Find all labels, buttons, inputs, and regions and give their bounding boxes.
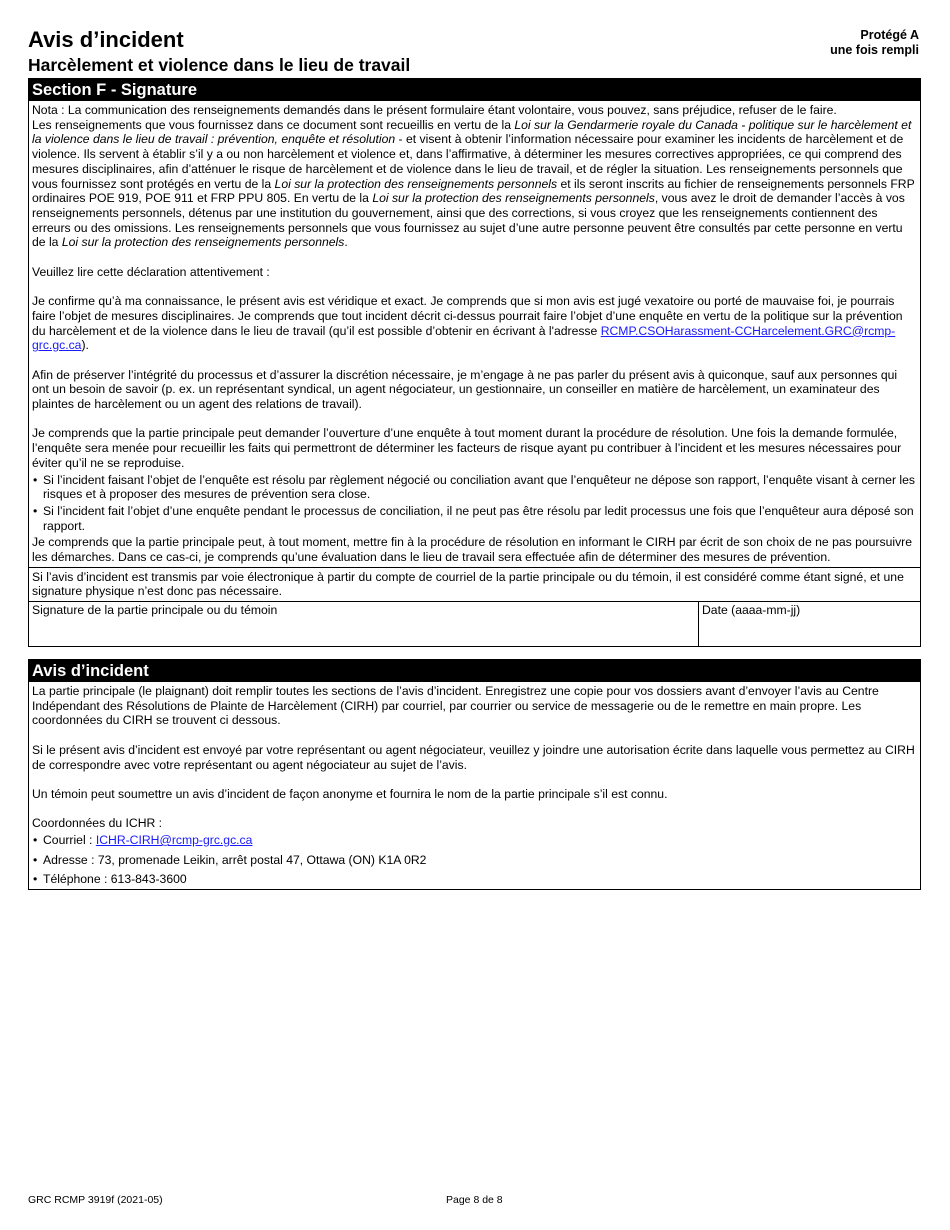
page-subtitle: Harcèlement et violence dans le lieu de travail — [28, 55, 411, 75]
protection-level: Protégé A — [860, 28, 919, 42]
signature-field[interactable] — [29, 602, 699, 646]
signature-row — [29, 601, 920, 646]
contact-phone: • Téléphone : 613-843-3600 — [32, 872, 917, 887]
privacy-law-1: Loi sur la protection des renseignements personnels — [274, 176, 558, 191]
contact-heading: Coordonnées du ICHR : — [32, 816, 163, 831]
note-paragraph: Nota : La communication des renseignements demandés dans le présent formulaire étant volontaire, vous pouvez, sans préjudice, refuser de le faire. — [32, 103, 837, 117]
list-item: • Si l’incident fait l’objet d’une enquête pendant le processus de conciliation, il ne peut pas être résolu par ledit processus une fois que l’enquêteur aura déposé son rapport. — [32, 504, 917, 533]
notice-paragraph-3: Un témoin peut soumettre un avis d’incident de façon anonyme et fournira le nom de la partie principale s’il est connu. — [32, 786, 668, 801]
privacy-law-2: Loi sur la protection des renseignements personnels — [372, 191, 655, 206]
date-label: Date (aaaa-mm-jj) — [702, 603, 801, 618]
privacy-paragraph — [32, 118, 917, 250]
contact-email — [32, 833, 917, 848]
date-field[interactable] — [699, 602, 920, 646]
page-number: Page 8 de 8 — [446, 1194, 503, 1206]
resolution-bullets — [32, 473, 917, 534]
section-f-signature — [28, 78, 921, 647]
privacy-law-rcmp: Loi sur la Gendarmerie royale du Canada - politique sur le harcèlement et la violence dans le lieu de travail : prévention, enquête et résolution — [32, 117, 912, 147]
email-label: Courriel : — [43, 832, 96, 847]
notice-section — [28, 659, 921, 890]
understand-paragraph-2: Je comprends que la partie principale peut, à tout moment, mettre fin à la procédure de résolution en informant le CIRH par écrit de son choix de ne pas poursuivre les démarches. Dans ce cas-ci, je comprends qu’une évaluation dans le lieu de travail sera effectuée afin de déterminer des mesures de prévention. — [32, 535, 913, 565]
signature-label: Signature de la partie principale ou du témoin — [32, 603, 278, 618]
confirm-paragraph — [32, 294, 917, 353]
understand-paragraph-1: Je comprends que la partie principale peut demander l’ouverture d’une enquête à tout moment durant la procédure de résolution. Une fois la demande formulée, l’enquête sera menée pour recueillir les faits qui permettront de déterminer les facteurs de risque ayant pu contribuer à l’incident et les mesures nécessaires pour éviter qu’il ne se reproduise. — [32, 426, 902, 470]
privacy-text-d: , vous avez le droit de demander l’accès à vos renseignements personnels, détenus par une institution du gouvernement, ainsi que des corrections, si vous croyez que les renseignements contiennent des erreurs ou des omissions. Les renseignements personnels que vous fournissez au sujet d’une autre personne peuvent être consultés par cette personne en vertu de la — [32, 191, 905, 250]
privacy-text-c: et ils seront inscrits au fichier de renseignements personnels FRP ordinaires POE 919, POE 911 et FRP PPU 805. En vertu de la — [32, 176, 915, 206]
notice-body — [29, 682, 920, 889]
section-f-body — [29, 101, 920, 567]
read-statement: Veuillez lire cette déclaration attentivement : — [32, 264, 270, 279]
confirm-text-end: ). — [81, 338, 89, 353]
contact-address: • Adresse : 73, promenade Leikin, arrêt postal 47, Ottawa (ON) K1A 0R2 — [32, 853, 917, 868]
privacy-text-a: Les renseignements que vous fournissez dans ce document sont recueillis en vertu de la — [32, 117, 515, 132]
page-title: Avis d’incident — [28, 27, 184, 52]
ichr-email-link[interactable]: ICHR-CIRH@rcmp-grc.gc.ca — [95, 832, 253, 847]
harassment-email-link[interactable]: RCMP.CSOHarassment-CCHarcelement.GRC@rcmp-grc.gc.ca — [32, 323, 896, 353]
notice-paragraph-1: La partie principale (le plaignant) doit remplir toutes les sections de l’avis d’incident. Enregistrez une copie pour vos dossiers avant d’envoyer l’avis au Centre Indépendant des Résolutions de Plainte de Harcèlement (CIRH) par courriel, par courrier ou service de messagerie ou de le remettre en main propre. Les coordonnées du CIRH se trouvent ci dessous. — [32, 684, 879, 728]
privacy-law-3: Loi sur la protection des renseignements personnels — [61, 235, 345, 250]
form-identifier: GRC RCMP 3919f (2021-05) — [28, 1194, 163, 1206]
electronic-signature-note: Si l’avis d’incident est transmis par voie électronique à partir du compte de courriel de la partie principale ou du témoin, il est considéré comme étant signé, et une signature physique n’est donc pas nécessaire. — [29, 567, 920, 601]
protection-label — [830, 28, 919, 58]
list-item: • Si l’incident faisant l’objet de l’enquête est résolu par règlement négocié ou conciliation avant que l’enquêteur ne dépose son rapport, l’enquête visant à cerner les risques et à proposer des mesures de prévention sera close. — [32, 473, 917, 502]
contact-list — [32, 833, 917, 887]
section-f-title: Section F - Signature — [29, 79, 920, 101]
protection-condition: une fois rempli — [830, 43, 919, 57]
confirm-text: Je confirme qu’à ma connaissance, le présent avis est véridique et exact. Je comprends que si mon avis est jugé vexatoire ou porté de mauvaise foi, je pourrais faire l’objet de mesures disciplinaires. Je comprends que tout incident décrit ci-dessus pourrait faire l’objet d’une enquête en vertu de la politique sur la prévention du harcèlement et de la violence dans le lieu de travail (qu’il est possible d’obtenir en écrivant à l'adresse — [32, 294, 903, 338]
privacy-text-e: . — [344, 235, 348, 250]
privacy-text-b: - et visent à obtenir l’information nécessaire pour examiner les incidents de harcèlement et de violence. Ils servent à établir s’il y a ou non harcèlement et violence et, dans l’affirmative, à déterminer les mesures correctives appropriées, ce qui comprend des mesures disciplinaires, afin d’atténuer le risque de harcèlement et de violence dans le lieu de travail, et de régler la situation. Les renseignements personnels que vous fournissez sont protégés en vertu de la — [32, 132, 904, 191]
notice-title: Avis d’incident — [29, 660, 920, 682]
page-header — [28, 28, 922, 76]
integrity-paragraph: Afin de préserver l’intégrité du processus et d’assurer la discrétion nécessaire, je m’engage à ne pas parler du présent avis à quiconque, sauf aux personnes qui ont un besoin de savoir (p. ex. un représentant syndical, un agent négociateur, un gestionnaire, un conseiller en matière de harcèlement, un examinateur des plaintes de harcèlement ou un agent des relations de travail). — [32, 367, 898, 412]
notice-paragraph-2: Si le présent avis d’incident est envoyé par votre représentant ou agent négociateur, veuillez y joindre une autorisation écrite dans laquelle vous permettez au CIRH de correspondre avec votre représentant ou agent négociateur au sujet de l’avis. — [32, 742, 915, 772]
